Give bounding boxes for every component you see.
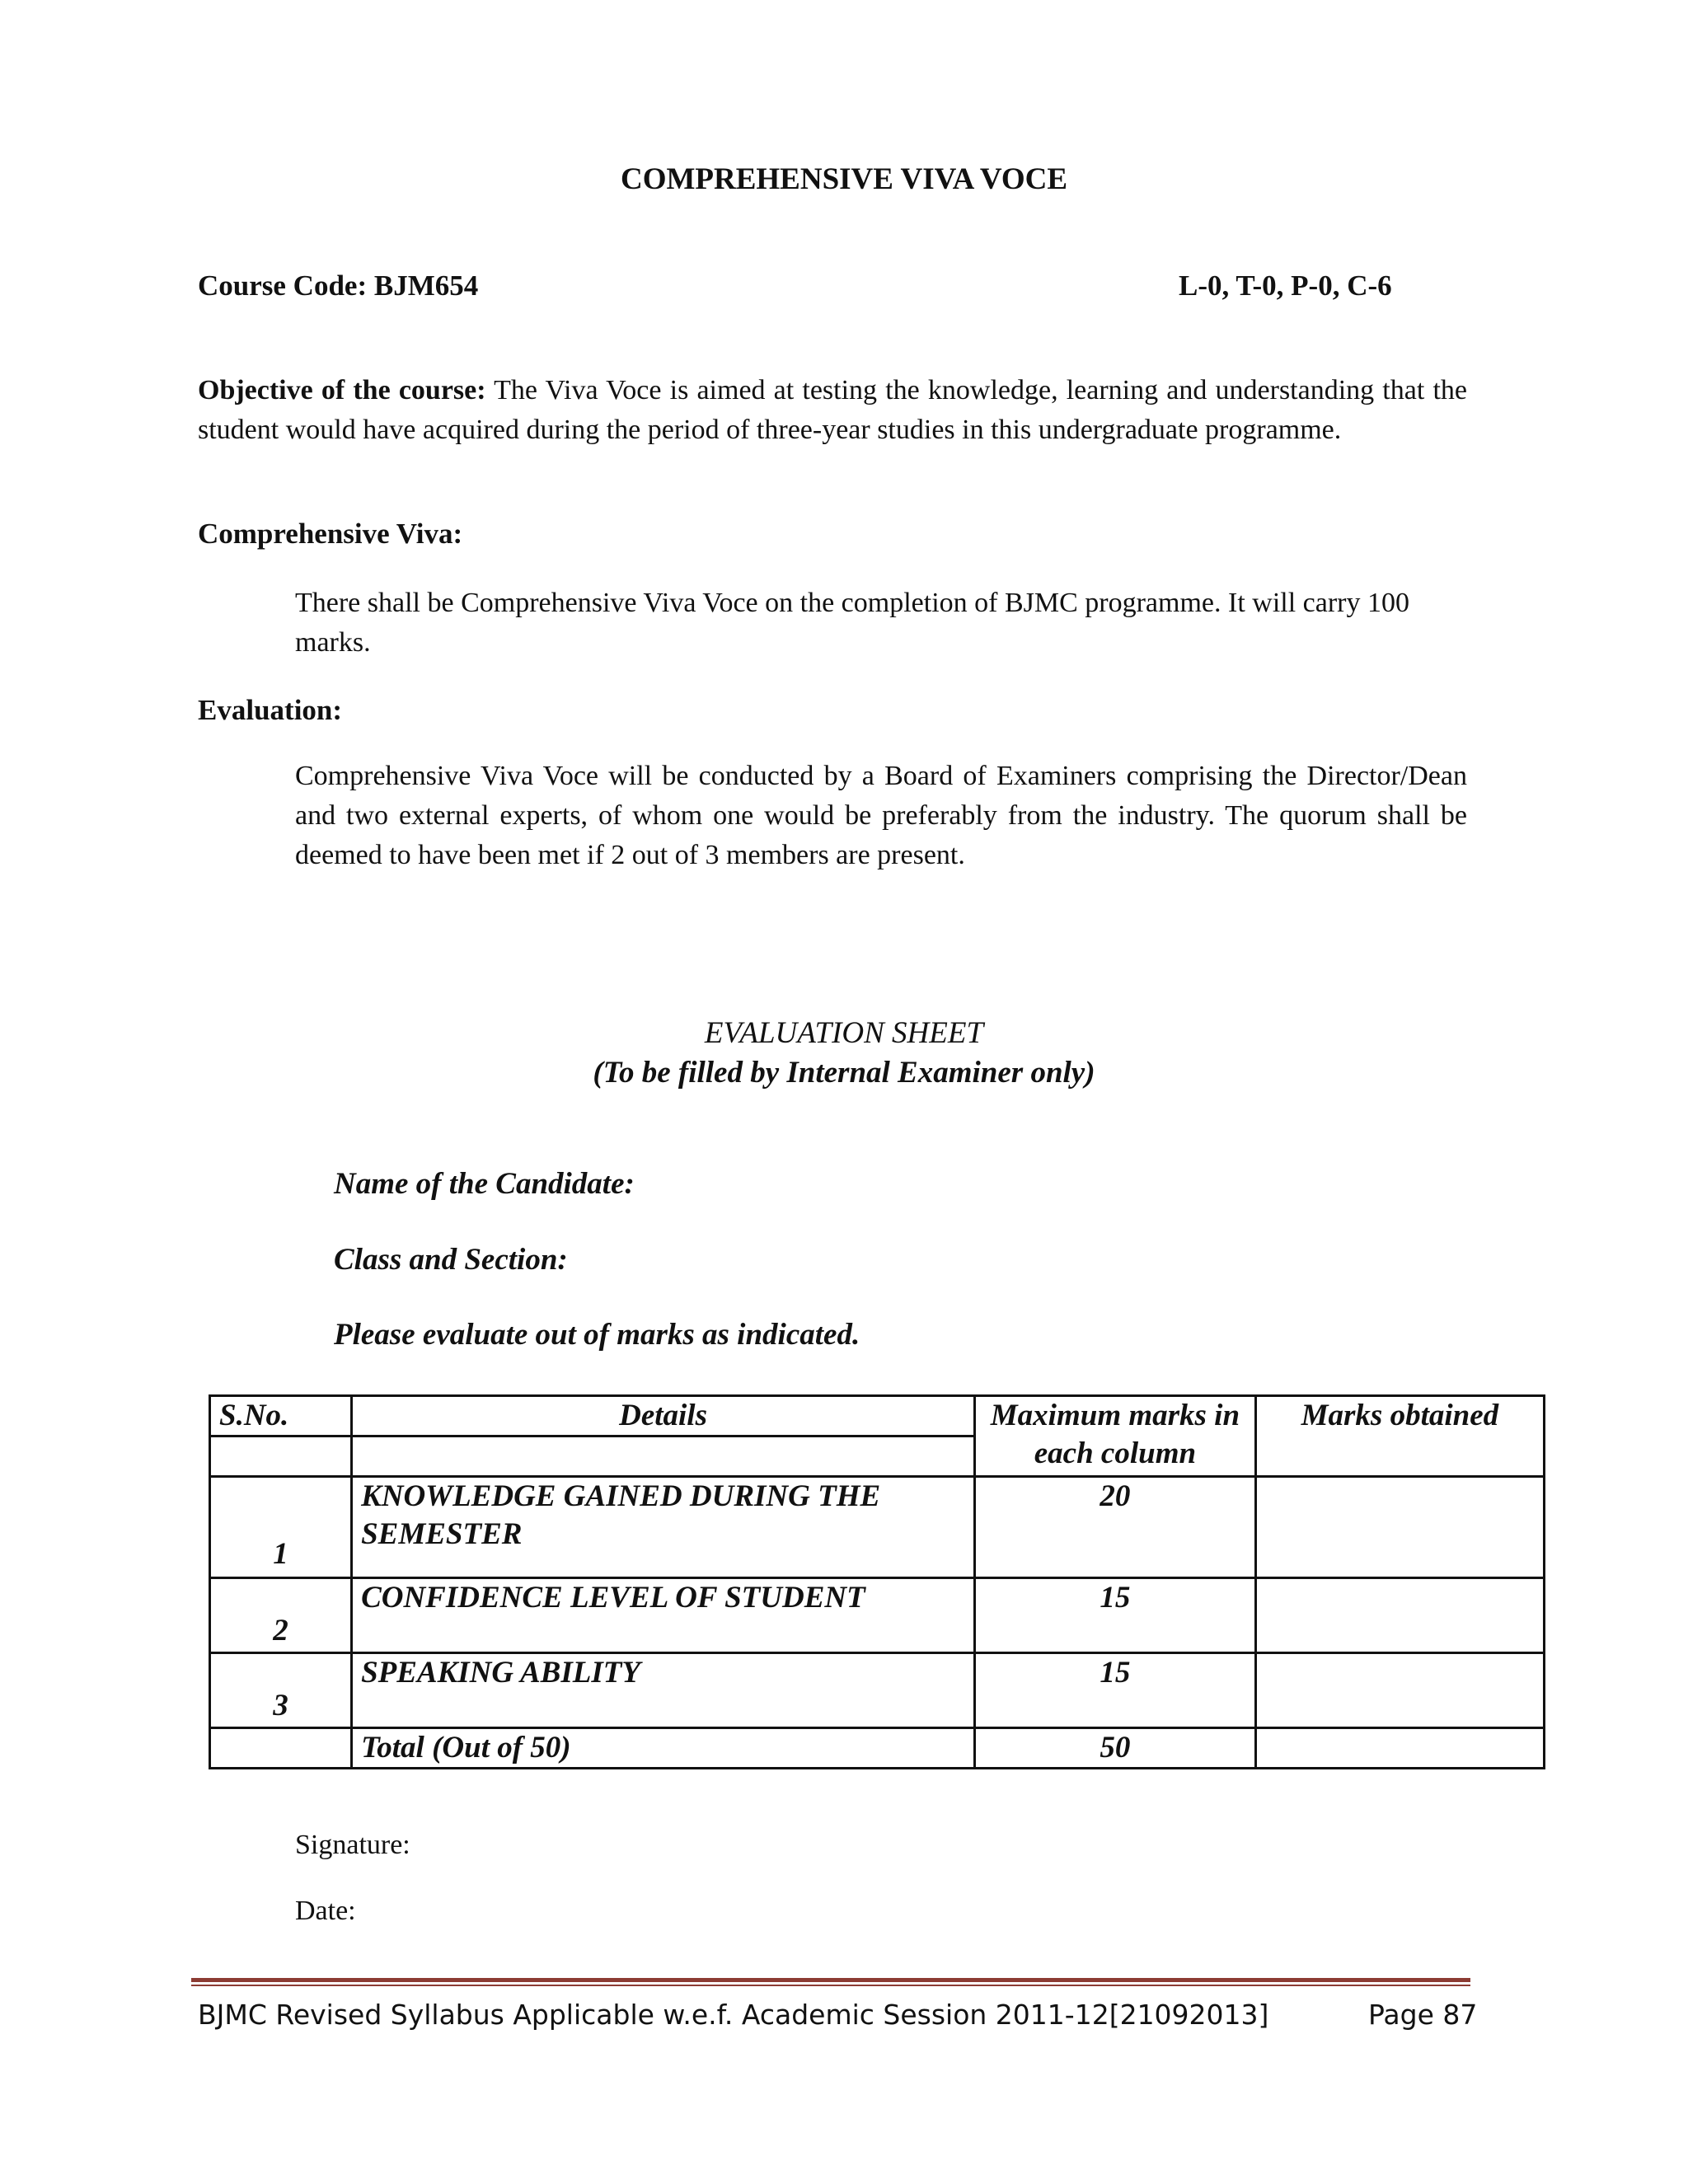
row-1-details: KNOWLEDGE GAINED DURING THE SEMESTER — [352, 1477, 975, 1578]
candidate-name-label: Name of the Candidate: — [334, 1167, 635, 1201]
table-row — [210, 1653, 1545, 1728]
page-title: COMPREHENSIVE VIVA VOCE — [620, 162, 1068, 196]
table-header-row — [210, 1396, 1545, 1436]
credit-structure: L-0, T-0, P-0, C-6 — [1179, 269, 1392, 302]
header-details: Details — [352, 1396, 975, 1436]
total-obtained[interactable] — [1255, 1728, 1544, 1769]
table-total-row — [210, 1728, 1545, 1769]
objective-label: Objective of the course: — [198, 375, 486, 405]
footer-text: BJMC Revised Syllabus Applicable w.e.f. Academic Session 2011-12[21092013] — [198, 1999, 1269, 2031]
total-sno-blank — [210, 1728, 352, 1769]
row-1-sno: 1 — [210, 1477, 352, 1578]
row-2-details: CONFIDENCE LEVEL OF STUDENT — [352, 1578, 975, 1653]
row-3-sno: 3 — [210, 1653, 352, 1728]
row-3-details: SPEAKING ABILITY — [352, 1653, 975, 1728]
table-row — [210, 1578, 1545, 1653]
row-2-obtained[interactable] — [1255, 1578, 1544, 1653]
page-number: Page 87 — [1368, 1999, 1478, 2031]
header-details-blank — [352, 1436, 975, 1477]
class-section-label: Class and Section: — [334, 1243, 568, 1277]
row-2-sno: 2 — [210, 1578, 352, 1653]
header-sno-blank — [210, 1436, 352, 1477]
footer-rule — [191, 1978, 1470, 1982]
row-3-obtained[interactable] — [1255, 1653, 1544, 1728]
table-row — [210, 1477, 1545, 1578]
comprehensive-viva-text: There shall be Comprehensive Viva Voce on the completion of BJMC programme. It will carry 100 marks. — [295, 588, 1409, 658]
header-sno: S.No. — [210, 1396, 352, 1436]
header-max-marks: Maximum marks in each column — [975, 1396, 1256, 1477]
comprehensive-viva-heading: Comprehensive Viva: — [198, 518, 463, 550]
course-code: Course Code: BJM654 — [198, 269, 479, 302]
evaluation-heading: Evaluation: — [198, 694, 343, 726]
evaluation-table — [209, 1394, 1545, 1769]
evaluation-sheet-title: EVALUATION SHEET — [704, 1016, 984, 1050]
instruction-text: Please evaluate out of marks as indicated. — [334, 1318, 860, 1352]
row-3-max: 15 — [975, 1653, 1256, 1728]
header-marks-obtained: Marks obtained — [1255, 1396, 1544, 1477]
date-label: Date: — [295, 1896, 356, 1926]
row-1-max: 20 — [975, 1477, 1256, 1578]
objective-text: The Viva Voce is aimed at testing the knowledge, learning and understanding that the student would have acquired during the period of three-year studies in this undergraduate programme. — [198, 375, 1467, 445]
row-1-obtained[interactable] — [1255, 1477, 1544, 1578]
evaluation-text: Comprehensive Viva Voce will be conducted by a Board of Examiners comprising the Director/Dean and two external experts, of whom one would be preferably from the industry. The quorum shall be deemed to have been met if 2 out of 3 members are present. — [295, 761, 1467, 870]
evaluation-sheet-subtitle: (To be filled by Internal Examiner only) — [593, 1056, 1095, 1090]
signature-label: Signature: — [295, 1830, 410, 1860]
total-max: 50 — [975, 1728, 1256, 1769]
objective-paragraph — [198, 371, 1467, 450]
total-details: Total (Out of 50) — [352, 1728, 975, 1769]
footer-rule-thin — [191, 1985, 1470, 1986]
row-2-max: 15 — [975, 1578, 1256, 1653]
